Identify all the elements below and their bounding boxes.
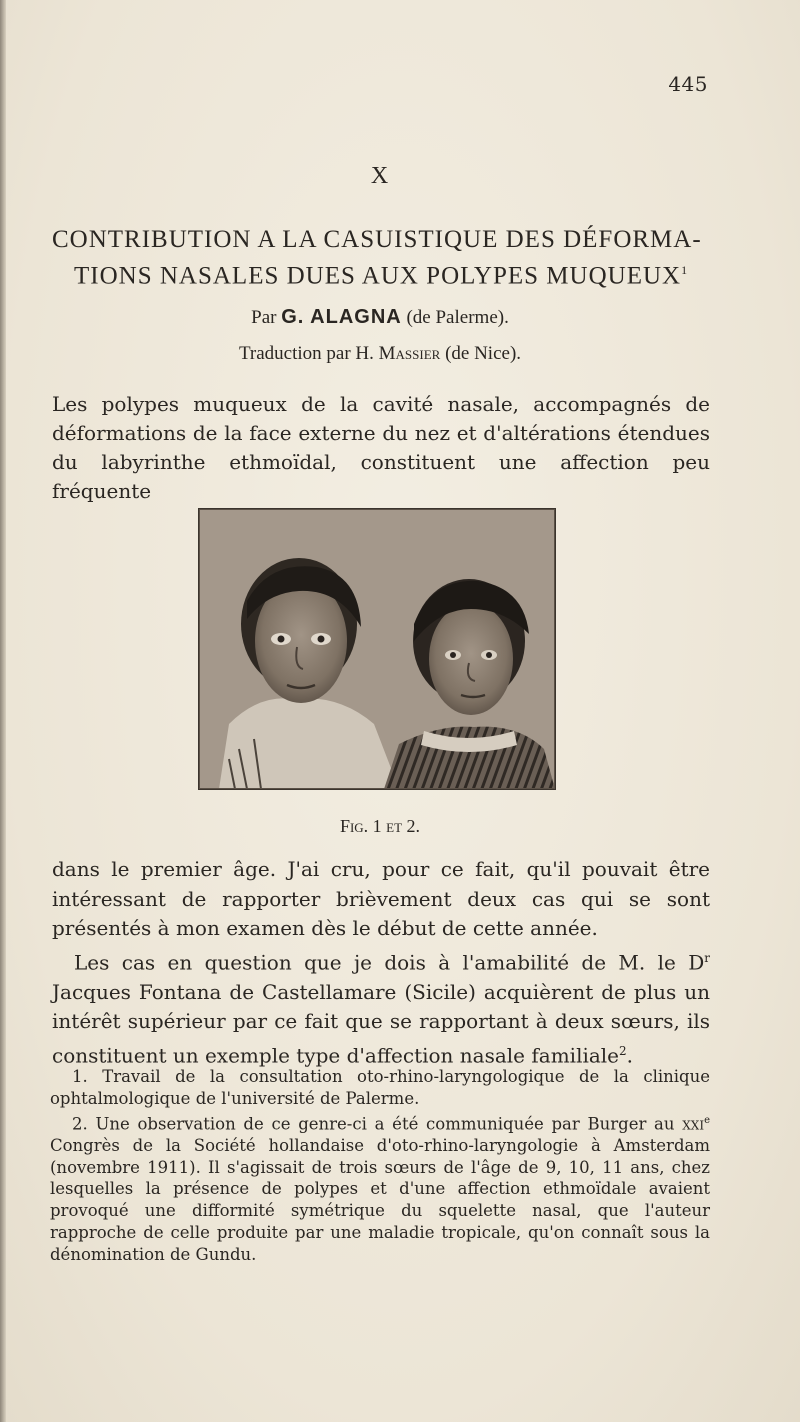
translator-place: (de Nice). [445, 343, 522, 364]
author-name: G. ALAGNA [281, 306, 402, 328]
byline-prefix: Par [251, 307, 277, 328]
title-footnote-ref: 1 [681, 263, 689, 277]
body-paragraph-2-part-2: Jacques Fontana de Castellamare (Sicile) acquièrent de plus un intérêt supérieur par ce fait que se rapportant à deux sœurs, ils constituent un exemple type d'affection nasale familiale [52, 979, 710, 1068]
translation-credit [0, 343, 760, 365]
footnote-1: 1. Travail de la consultation oto-rhino-laryngologique de la clinique ophtalmologique de l'université de Palerme. [50, 1067, 710, 1108]
footnote-2 [50, 1110, 710, 1266]
translation-prefix: Traduction par H. [238, 343, 374, 364]
doctor-abbrev-sup: r [704, 950, 710, 965]
page-number: 445 [668, 72, 708, 96]
author-place: (de Palerme). [406, 307, 509, 328]
body-text [52, 855, 710, 1071]
footnote-2-roman-numeral: xxi [682, 1114, 705, 1134]
figure-caption [0, 816, 760, 837]
footnote-2-part-2: Congrès de la Société hollandaise d'oto-rhino-laryngologie à Amsterdam (novembre 1911). Il s'agissait de trois sœurs de l'âge de 9, 10, 11 ans, chez lesquelles la présence de polypes et d'une affection ethmoïdale avaient provoqué une difformité symétrique du squelette nasal, que l'auteur rapproche de celle produite par une maladie tropicale, qu'on connaît sous la dénomination de Gundu. [50, 1135, 710, 1264]
title-line-2-text: TIONS NASALES DUES AUX POLYPES MUQUEUX [74, 262, 682, 290]
body-paragraph-1: dans le premier âge. J'ai cru, pour ce fait, qu'il pouvait être intéressant de rapporter brièvement deux cas qui se sont présentés à mon examen dès le début de cette année. [52, 857, 710, 940]
article-title [52, 225, 722, 291]
section-numeral: X [370, 163, 390, 189]
byline [0, 306, 760, 329]
figure-caption-text: Fig. 1 et 2. [339, 816, 421, 836]
figure-photograph [198, 508, 556, 790]
binding-edge [0, 0, 6, 1422]
footnotes [50, 1066, 710, 1266]
title-line-2 [52, 255, 722, 291]
title-line-1: CONTRIBUTION A LA CASUISTIQUE DES DÉFORMA- [52, 226, 702, 253]
footnote-2-ordinal-sup: e [704, 1114, 710, 1126]
footnote-2-part-1: 2. Une observation de ce genre-ci a été communiquée par Burger au [72, 1114, 683, 1134]
footnote-ref-2: 2 [619, 1043, 627, 1058]
body-paragraph-2-end: . [626, 1043, 634, 1068]
body-paragraph-2 [52, 944, 710, 1071]
intro-paragraph: Les polypes muqueux de la cavité nasale, accompagnés de déformations de la face externe du nez et d'altérations étendues du labyrinthe ethmoïdal, constituent une affection peu fréquente [52, 392, 710, 503]
photo-two-girls [199, 509, 555, 789]
body-paragraph-2-part-1: Les cas en question que je dois à l'amabilité de M. le D [74, 950, 705, 975]
translator-name: Massier [378, 343, 441, 364]
